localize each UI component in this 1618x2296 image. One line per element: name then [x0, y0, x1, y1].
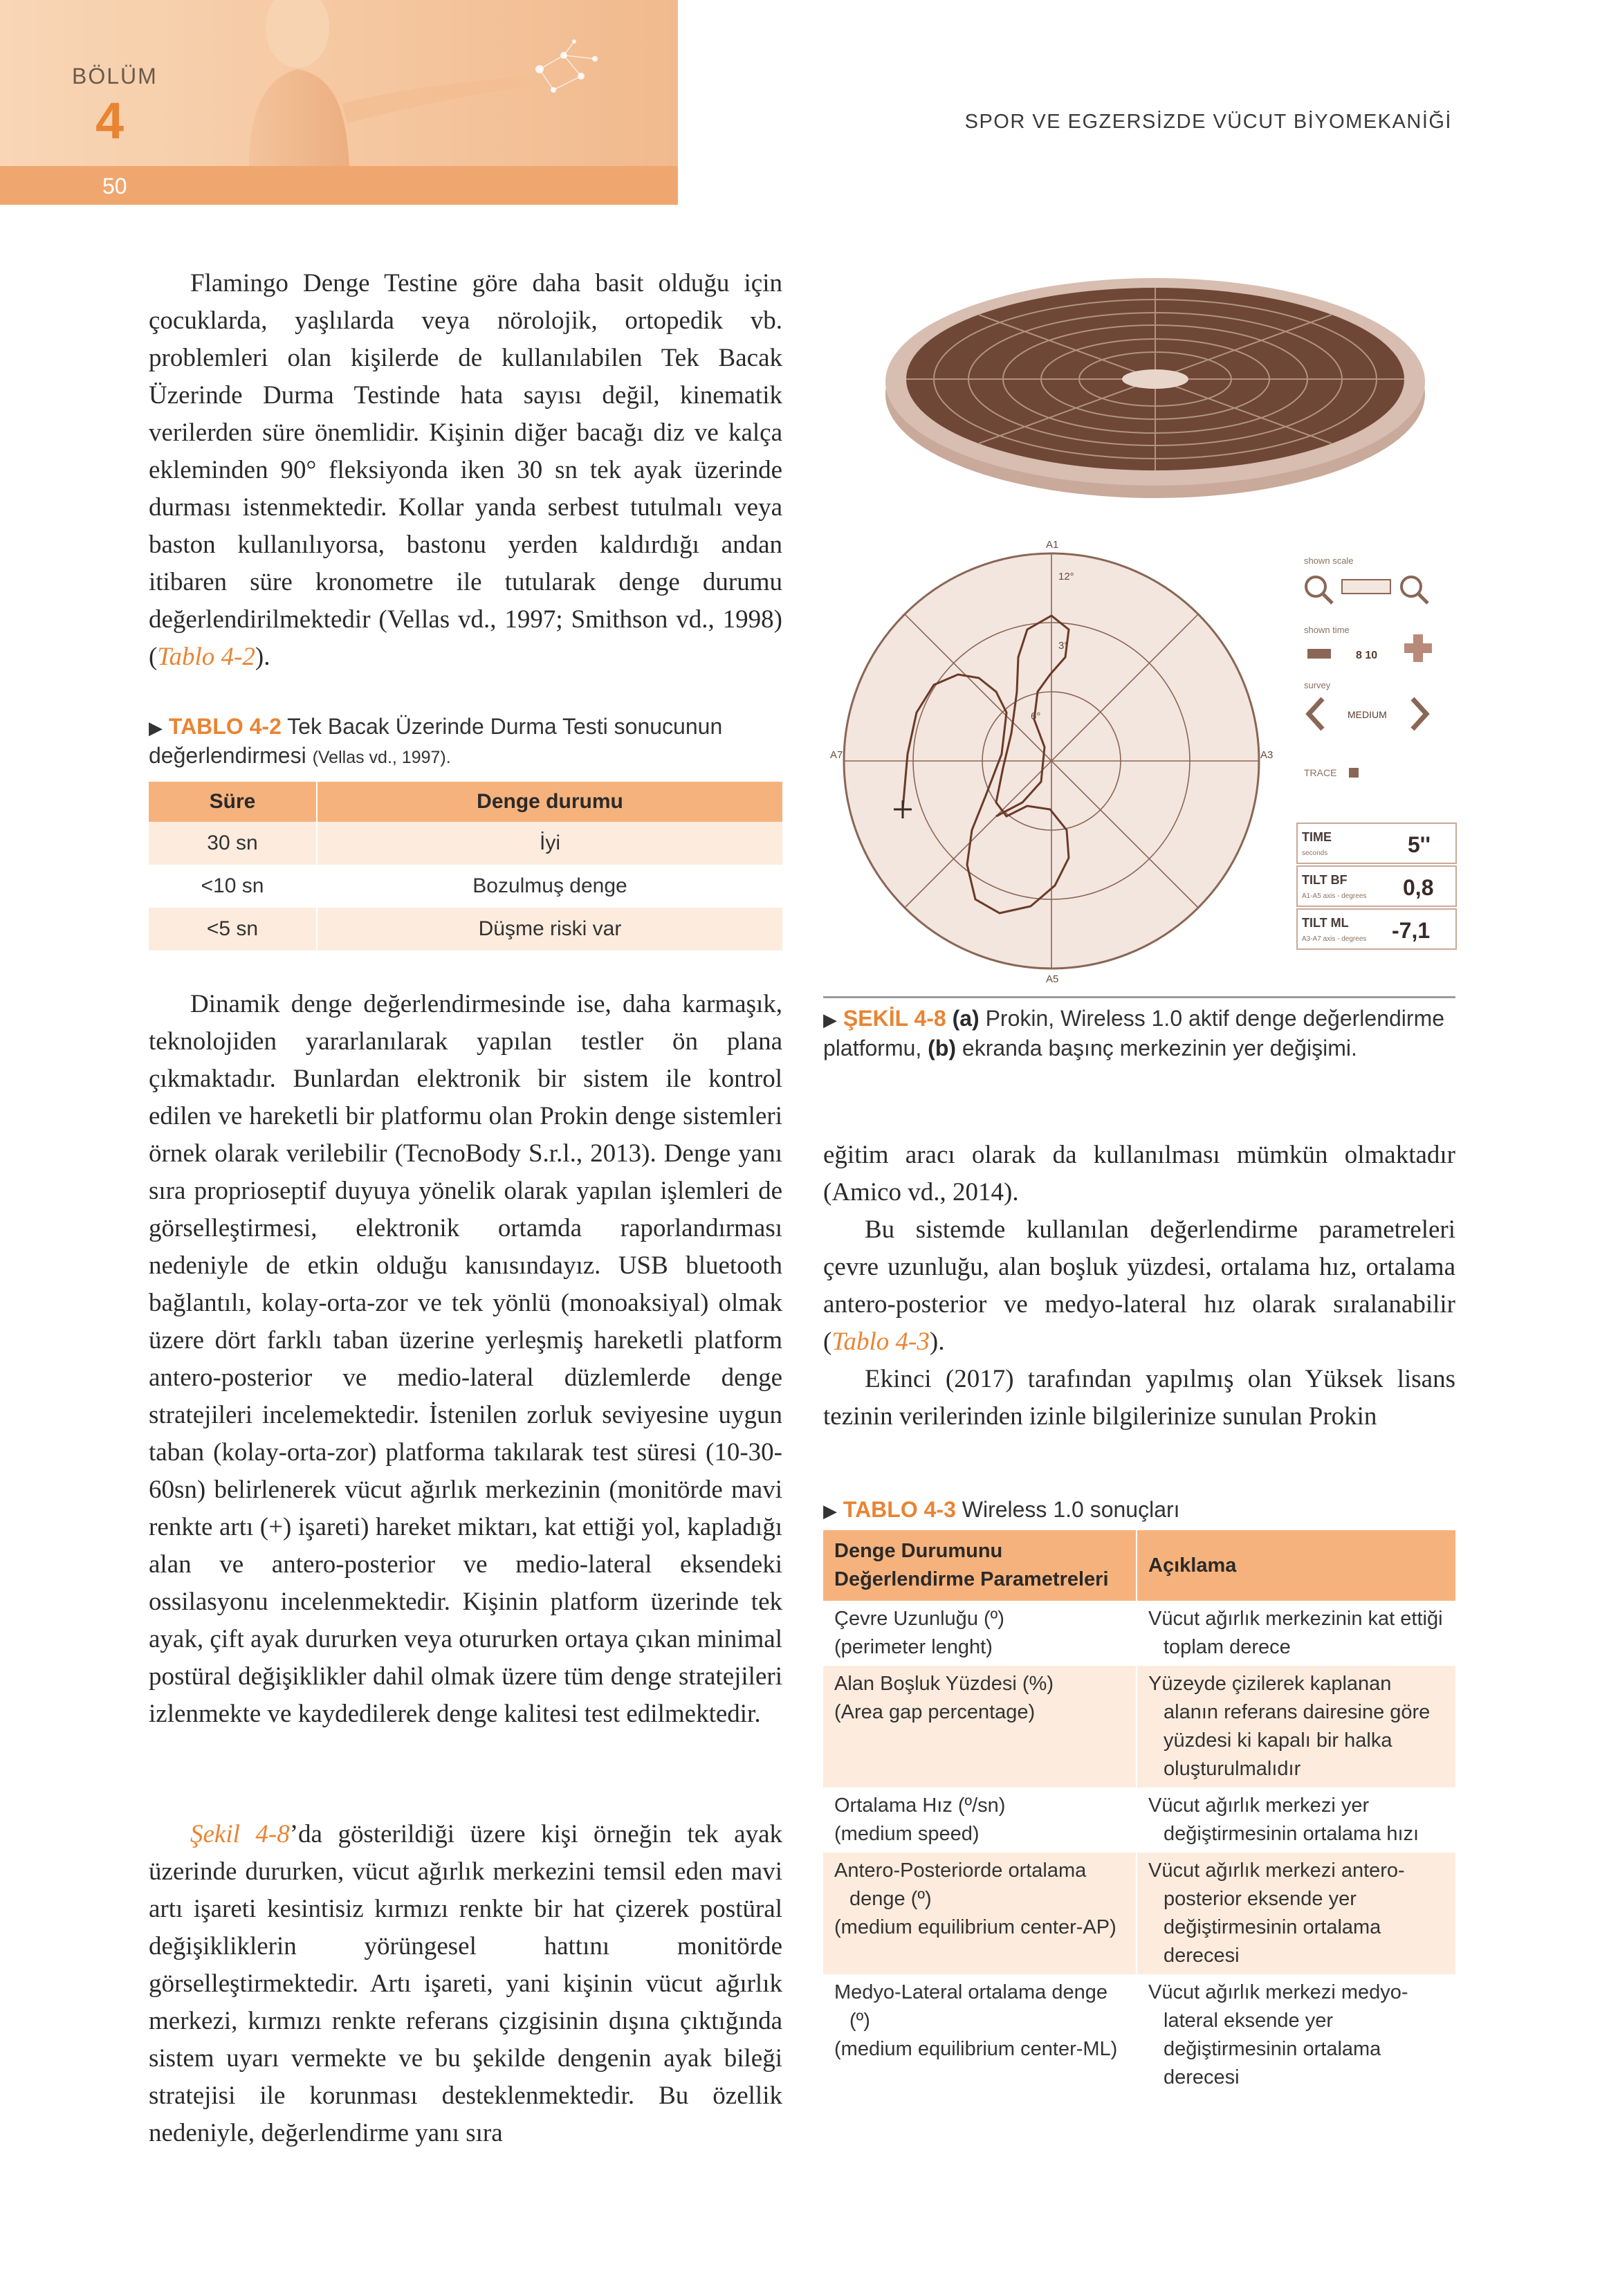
ring-label-inner: 3° — [1058, 640, 1069, 652]
paragraph-ekinci — [823, 1361, 1455, 1435]
description-cell — [1137, 1601, 1455, 1666]
paragraph-parameters — [823, 1211, 1455, 1361]
table-4-2-caption — [149, 713, 782, 771]
description-text: Vücut ağırlık merkezi antero-posterior eksende yer değiştirmesinin ortalama derecesi — [1148, 1859, 1405, 1967]
page-number: 50 — [102, 174, 127, 199]
caption-marker-icon: ▶ — [149, 717, 163, 738]
paragraph-single-leg-test — [149, 265, 782, 676]
table-4-2 — [149, 782, 782, 950]
description-cell — [1137, 1974, 1455, 2096]
table-row — [149, 822, 782, 865]
tilt-bf-label: TILT BF — [1302, 873, 1348, 887]
parameter-cell — [823, 1601, 1137, 1666]
description-text: Vücut ağırlık merkezi yer değiştirmesinin ortalama hızı — [1148, 1794, 1419, 1845]
parameter-cell — [823, 1666, 1137, 1788]
parameter-name: Ortalama Hız (º/sn) — [834, 1794, 1006, 1817]
tilt-ml-value: -7,1 — [1392, 918, 1431, 943]
parameter-name: Medyo-Lateral ortalama denge (º) — [834, 1981, 1107, 2032]
page-number-band — [0, 166, 678, 205]
description-cell — [1137, 1788, 1455, 1853]
table-row — [149, 908, 782, 950]
parameter-name: Antero-Posteriorde ortalama denge (º) — [834, 1859, 1087, 1910]
tilt-ml-label: TILT ML — [1302, 916, 1349, 930]
parameter-english: (medium equilibrium center-ML) — [834, 2038, 1118, 2060]
table-header-row — [823, 1530, 1455, 1601]
description-text: Vücut ağırlık merkezinin kat ettiği toplam derece — [1148, 1608, 1443, 1658]
paragraph-continuation — [823, 1137, 1455, 1211]
table-row — [149, 865, 782, 908]
paragraph-text: Flamingo Denge Testine göre daha basit olduğu için çocuklarda, yaşlılarda veya nörolojik, ortopedik vb. problemleri olan kişilerde de kullanılabilen Tek Bacak Üzerinde Durma Testinde hata sayısı değil, kinematik verilerden süre önemlidir. Kişinin diğer bacağı diz ve kalça ekleminden 90° fleksiyonda iken 30 sn tek ayak üzerinde durması istenmektedir. Kollar yanda serbest tutulmalı veya baston kullanılıyorsa, bastonu yerden kaldırdığı andan itibaren süre kronometre ile tutularak denge durumu değerlendirilmektedir (Vellas vd., 1997; Smithson vd., 1998) ( — [149, 269, 782, 671]
axis-label-right: A3 — [1260, 749, 1274, 761]
table-4-3 — [823, 1530, 1455, 2096]
survey-previous-arrow-icon[interactable] — [1309, 699, 1323, 729]
caption-marker-icon: ▶ — [823, 1500, 837, 1521]
paragraph-text: Dinamik denge değerlendirmesinde ise, daha karmaşık, teknolojiden yararlanılarak yapılan testler ön plana çıkmaktadır. Bunlardan elektronik bir sistem ile kontrol edilen ve hareketli bir platformu olan Prokin denge sistemleri örnek olarak verilebilir (TecnoBody S.r.l., 2013). Denge yanı sıra proprioseptif duyuya yönelik olarak yapılan işlemleri de görselleştirmesi, elektronik ortamda raporlandırması nedeniyle de etkin olduğu kanısındayız. USB bluetooth bağlantılı, kolay-orta-zor ve tek yönlü (monoaksiyal) olmak üzere dört farklı taban üzerine yerleşmiş hareketli platform antero-posterior ve medio-lateral düzlemlerde denge stratejileri incelemektedir. İstenilen zorluk seviyesine uygun taban (kolay-orta-zor) platforma takılarak test süresi (10-30-60sn) belirlenerek vücut ağırlık merkezinin (monitörde mavi renkte artı (+) işareti) hareket miktarı, kat ettiği yol, kapladığı alan ve antero-posterior ve medio-lateral eksendeki ossilasyonu incelenmektedir. Kişinin platform üzerinde tek ayak, çift ayak dururken veya otururken ortaya çıkan minimal postüral değişiklikler dahil olmak üzere tüm denge stratejileri izlenmekte ve kaydedilerek denge kalitesi test edilmektedir. — [149, 990, 782, 1728]
parameter-english: (medium speed) — [834, 1823, 980, 1845]
caption-text-b: ekranda başınç merkezinin yer değişimi. — [956, 1036, 1357, 1060]
table-4-2-label: TABLO 4-2 — [168, 714, 282, 739]
paragraph-text: ’da gösterildiği üzere kişi örneğin tek ayak üzerinde dururken, vücut ağırlık merkezini temsil eden mavi artı işareti kesintisiz kırmızı renkte bir hat çizerek postüral değişikliklerin yörüngesel hattını monitörde görselleştirmektedir. Artı işareti, yani kişinin vücut ağırlık merkezi, kırmızı renkte referans çizgisinin dışına çıktığında sistem uyarı vermekte ve bu şekilde dengenin ayak bileği stratejisi ile korunması desteklenmektedir. Bu özellik nedeniyle, değerlendirme yanı sıra — [149, 1820, 783, 2147]
caption-text-a: Prokin, Wireless 1.0 aktif denge değerlendirme platformu, — [823, 1006, 1445, 1060]
table-4-3-caption — [823, 1496, 1455, 1525]
table-cell: <10 sn — [149, 865, 317, 908]
table-4-2-title: Tek Bacak Üzerinde Durma Testi sonucunun değerlendirmesi — [149, 714, 723, 768]
table-4-3-label: TABLO 4-3 — [843, 1497, 956, 1522]
center-of-pressure-plot — [830, 539, 1273, 985]
column-header-description: Açıklama — [1137, 1530, 1455, 1601]
figure-4-8 — [830, 270, 1467, 996]
table-cell: 30 sn — [149, 822, 317, 865]
column-header-balance-state: Denge durumu — [317, 782, 782, 822]
column-header-parameters: Denge Durumunu Değerlendirme Parametreleri — [823, 1530, 1137, 1601]
table-4-2-reference-link[interactable]: Tablo 4-2 — [157, 643, 255, 671]
chapter-label: BÖLÜM — [72, 64, 158, 89]
survey-next-arrow-icon[interactable] — [1413, 699, 1426, 729]
table-cell: <5 sn — [149, 908, 317, 950]
paragraph-text: eğitim aracı olarak da kullanılması mümkün olmaktadır (Amico vd., 2014). — [823, 1141, 1455, 1206]
figure-4-8-label: ŞEKİL 4-8 — [843, 1006, 946, 1031]
column-header-duration: Süre — [149, 782, 317, 822]
parameter-name: Alan Boşluk Yüzdesi (%) — [834, 1673, 1054, 1695]
paragraph-figure-description — [149, 1816, 782, 2152]
table-cell: Düşme riski var — [317, 908, 782, 950]
book-title: SPOR VE EGZERSİZDE VÜCUT BİYOMEKANİĞİ — [964, 111, 1452, 133]
caption-part-b: (b) — [928, 1036, 957, 1060]
table-row — [823, 1974, 1455, 2096]
header-anatomy-image — [166, 0, 678, 166]
table-header-row — [149, 782, 782, 822]
survey-label: survey — [1304, 680, 1331, 690]
parameter-name: Çevre Uzunluğu (º) — [834, 1608, 1004, 1630]
axis-label-left: A7 — [830, 749, 843, 761]
shown-time-label: shown time — [1304, 625, 1350, 635]
table-cell: İyi — [317, 822, 782, 865]
time-readout-label: TIME — [1302, 830, 1332, 844]
description-cell — [1137, 1853, 1455, 1974]
tilt-ml-sub: A3-A7 axis - degrees — [1302, 935, 1367, 943]
table-row — [823, 1601, 1455, 1666]
paragraph-text: Ekinci (2017) tarafından yapılmış olan Yüksek lisans tezinin verilerinden izinle bilgilerinize sunulan Prokin — [823, 1365, 1455, 1431]
paragraph-text-end: ). — [255, 643, 270, 671]
zoom-icon[interactable] — [1306, 577, 1332, 603]
parameter-cell — [823, 1974, 1137, 2096]
axis-label-top: A1 — [1046, 539, 1059, 551]
paragraph-dynamic-balance — [149, 986, 782, 1733]
caption-marker-icon: ▶ — [823, 1009, 837, 1030]
shown-time-values: 8 10 — [1356, 650, 1378, 661]
parameter-english: (medium equilibrium center-AP) — [834, 1916, 1116, 1938]
trace-checkbox[interactable] — [1349, 768, 1359, 778]
trace-label: TRACE — [1304, 767, 1337, 778]
scale-slider[interactable] — [1342, 580, 1390, 594]
zoom-in-icon[interactable] — [1401, 577, 1428, 603]
table-row — [823, 1666, 1455, 1788]
survey-value: MEDIUM — [1348, 709, 1387, 720]
figure-4-8-reference-link[interactable]: Şekil 4-8 — [190, 1820, 290, 1848]
ring-label-mid: 6° — [1031, 710, 1041, 722]
paragraph-text-end: ). — [929, 1328, 945, 1356]
parameter-english: (Area gap percentage) — [834, 1701, 1036, 1723]
table-row — [823, 1788, 1455, 1853]
paragraph-text: Bu sistemde kullanılan değerlendirme parametreleri çevre uzunluğu, alan boşluk yüzdesi, ortalama hız, ortalama antero-posterior ve medyo-lateral hız olarak sıralanabilir ( — [823, 1215, 1455, 1356]
table-4-3-reference-link[interactable]: Tablo 4-3 — [831, 1328, 930, 1356]
parameter-english: (perimeter lenght) — [834, 1636, 993, 1658]
axis-label-bottom: A5 — [1046, 973, 1059, 985]
time-plus-button[interactable] — [1404, 634, 1432, 662]
tilt-bf-sub: A1-A5 axis - degrees — [1302, 892, 1367, 900]
prokin-platform-image — [885, 278, 1425, 498]
figure-4-8-caption — [823, 1004, 1455, 1063]
control-panel — [1297, 555, 1456, 949]
figure-caption-divider — [823, 996, 1455, 998]
table-4-2-source: (Vellas vd., 1997). — [312, 748, 451, 767]
time-readout-sub: seconds — [1302, 849, 1328, 857]
table-cell: Bozulmuş denge — [317, 865, 782, 908]
shown-scale-label: shown scale — [1304, 555, 1354, 566]
parameter-cell — [823, 1853, 1137, 1974]
time-readout-value: 5'' — [1408, 832, 1431, 857]
description-cell — [1137, 1666, 1455, 1788]
description-text: Vücut ağırlık merkezi medyo-lateral eksende yer değiştirmesinin ortalama derecesi — [1148, 1981, 1408, 2088]
ring-label-outer: 12° — [1058, 571, 1074, 582]
description-text: Yüzeyde çizilerek kaplanan alanın referans dairesine göre yüzdesi ki kapalı bir halka oluşturulmalıdır — [1148, 1673, 1431, 1780]
caption-part-a: (a) — [952, 1006, 980, 1031]
table-4-3-title: Wireless 1.0 sonuçları — [955, 1497, 1180, 1522]
table-row — [823, 1853, 1455, 1974]
time-minus-button[interactable] — [1307, 649, 1331, 659]
chapter-number: 4 — [95, 92, 125, 149]
parameter-cell — [823, 1788, 1137, 1853]
tilt-bf-value: 0,8 — [1403, 875, 1434, 900]
